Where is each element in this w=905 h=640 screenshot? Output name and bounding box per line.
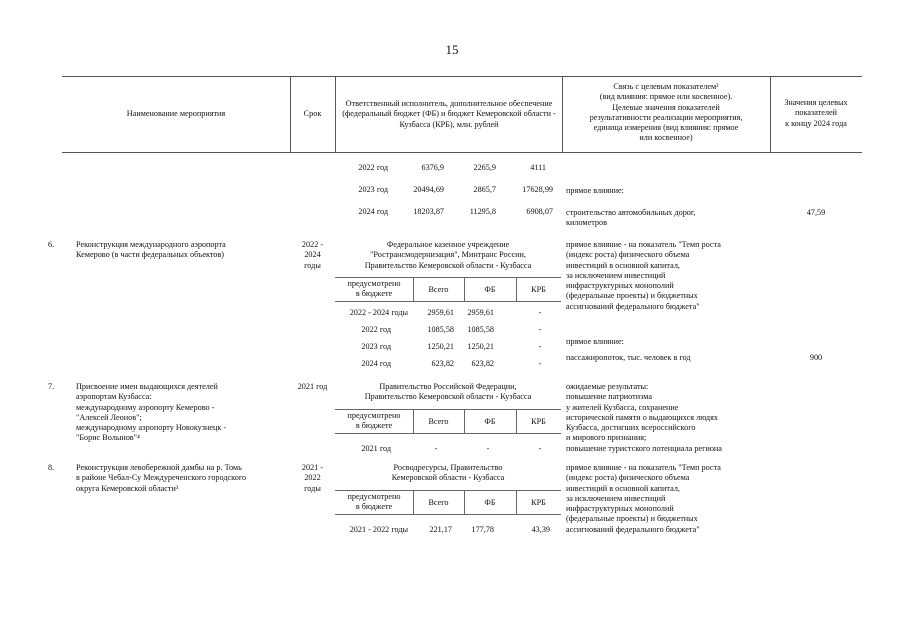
budget-row-total: 623,82: [431, 359, 454, 368]
subtable-header-planned: предусмотрено в бюджете: [347, 492, 401, 512]
budget-row-label: 2021 год: [361, 444, 391, 453]
item-executor: Федеральное казенное учреждение "Ространсмодернизация", Минтранс России, Правительство Кемеровской области - Кузбасса: [364, 240, 532, 270]
subtable-border: [335, 277, 561, 278]
subtable-border: [335, 409, 561, 410]
item-indicator: прямое влияние - на показатель "Темп роста (индекс роста) физического объема инвестиций в основной капитал, за исключением инвестиций инфраструктурных монополий (федеральные проекты) и бюджетных ассигнований федерального бюджета": [566, 240, 721, 311]
cont-target-value: 47,59: [806, 208, 826, 217]
budget-row-label: 2024 год: [361, 359, 391, 368]
subtable-border: [335, 514, 561, 515]
item-number: 8.: [48, 463, 55, 472]
cont-indicator-influence: прямое влияние:: [566, 186, 624, 195]
budget-row-fb: 1085,58: [467, 325, 494, 334]
budget-row-total: 221,17: [429, 525, 452, 534]
budget-row-label: 2023 год: [361, 342, 391, 351]
header-bottom-border: [62, 152, 862, 153]
header-divider-2: [335, 76, 336, 152]
item-term: 2022 - 2024 годы: [301, 240, 324, 270]
cont-row-label: 2023 год: [358, 185, 388, 194]
cont-row-fb: 2865,7: [473, 185, 496, 194]
budget-row-fb: 623,82: [471, 359, 494, 368]
subtable-header-total: Всего: [428, 285, 449, 294]
budget-row-fb: 177,78: [471, 525, 494, 534]
item-name: Реконструкция международного аэропорта Кемерово (в части федеральных объектов): [76, 240, 226, 260]
subtable-border: [335, 301, 561, 302]
subtable-border: [335, 433, 561, 434]
subtable-header-krb: КРБ: [531, 498, 546, 507]
item-indicator-text: пассажиропоток, тыс. человек в год: [566, 353, 691, 362]
cont-indicator-text: строительство автомобильных дорог, километров: [566, 208, 696, 228]
budget-row-total: 1250,21: [427, 342, 454, 351]
budget-row-fb: 2959,61: [467, 308, 494, 317]
item-number: 6.: [48, 240, 55, 249]
subtable-header-krb: КРБ: [531, 417, 546, 426]
budget-row-total: -: [434, 444, 438, 453]
budget-row-label: 2022 - 2024 годы: [349, 308, 408, 317]
item-target-value: 900: [809, 353, 823, 362]
budget-row-krb: -: [538, 308, 542, 317]
budget-row-label: 2021 - 2022 годы: [349, 525, 408, 534]
item-executor: Правительство Российской Федерации, Правительство Кемеровской области - Кузбасса: [364, 382, 532, 402]
subtable-header-fb: ФБ: [484, 285, 496, 294]
cont-row-total: 20494,69: [413, 185, 444, 194]
subtable-header-fb: ФБ: [484, 417, 496, 426]
cont-row-fb: 11295,8: [469, 207, 496, 216]
subtable-border: [335, 490, 561, 491]
subtable-header-krb: КРБ: [531, 285, 546, 294]
budget-row-krb: -: [538, 444, 542, 453]
cont-row-total: 18203,87: [413, 207, 444, 216]
cont-row-krb: 4111: [530, 163, 546, 172]
header-term: Срок: [303, 109, 322, 118]
item-executor: Росводресурсы, Правительство Кемеровской области - Кузбасса: [391, 463, 505, 483]
budget-row-total: 1085,58: [427, 325, 454, 334]
item-indicator: прямое влияние - на показатель "Темп роста (индекс роста) физического объема инвестиций в основной капитал, за исключением инвестиций инфраструктурных монополий (федеральные проекты) и бюджетных ассигнований федерального бюджета": [566, 463, 721, 534]
budget-row-total: 2959,61: [427, 308, 454, 317]
cont-row-krb: 6908,07: [526, 207, 553, 216]
item-term: 2021 - 2022 годы: [301, 463, 324, 493]
subtable-header-fb: ФБ: [484, 498, 496, 507]
budget-row-label: 2022 год: [361, 325, 391, 334]
subtable-header-planned: предусмотрено в бюджете: [347, 411, 401, 431]
item-indicator: ожидаемые результаты: повышение патриотизма у жителей Кузбасса, сохранение исторической памяти о выдающихся людях Кузбасса, достигших всероссийского и мирового признания; повышение туристского потенциала региона: [566, 382, 722, 453]
header-name: Наименование мероприятия: [126, 109, 226, 118]
budget-row-krb: -: [538, 325, 542, 334]
page-number: 15: [445, 42, 459, 57]
header-indicator: Связь с целевым показателем² (вид влияния: прямое или косвенное). Целевые значения показателей результативности реализации мероприятия, единица измерения (вид влияния: прямое или косвенное): [589, 82, 743, 143]
subtable-header-total: Всего: [428, 417, 449, 426]
budget-row-krb: 43,39: [531, 525, 550, 534]
subtable-header-total: Всего: [428, 498, 449, 507]
cont-row-label: 2024 год: [358, 207, 388, 216]
item-term: 2021 год: [297, 382, 328, 391]
cont-row-label: 2022 год: [358, 163, 388, 172]
subtable-header-planned: предусмотрено в бюджете: [347, 279, 401, 299]
budget-row-fb: -: [486, 444, 490, 453]
cont-row-krb: 17628,99: [522, 185, 553, 194]
cont-row-total: 6376,9: [421, 163, 444, 172]
cont-row-fb: 2265,9: [473, 163, 496, 172]
header-target-value: Значения целевых показателей к концу 2024 года: [784, 98, 848, 128]
budget-row-krb: -: [538, 359, 542, 368]
budget-row-fb: 1250,21: [467, 342, 494, 351]
header-top-border: [62, 76, 862, 77]
item-name: Реконструкция левобережной дамбы на р. Томь в районе Чебал-Су Междуреченского городского округа Кемеровской области³: [76, 463, 247, 493]
header-executor: Ответственный исполнитель, дополнительное обеспечение (федеральный бюджет (ФБ) и бюджет Кемеровской области - Кузбасса (КРБ), млн. рублей: [342, 99, 556, 129]
item-number: 7.: [48, 382, 55, 391]
item-name: Присвоение имен выдающихся деятелей аэропортам Кузбасса: международному аэропорту Кемерово - "Алексей Леонов"; международному аэропорту Новокузнецк - "Борис Волынов"⁴: [76, 382, 227, 443]
budget-row-krb: -: [538, 342, 542, 351]
item-indicator-influence: прямое влияние:: [566, 337, 624, 346]
